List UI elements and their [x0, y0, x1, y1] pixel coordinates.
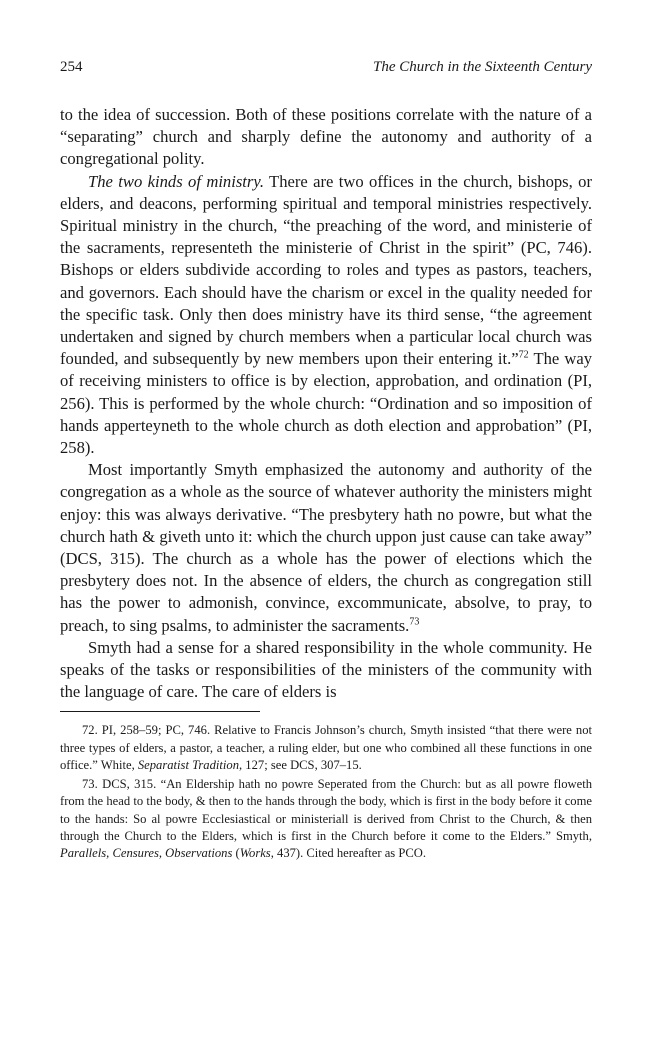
- note-ref-72[interactable]: 72: [518, 349, 529, 361]
- footnote-73: [60, 776, 592, 862]
- footnote-72-italic: Separatist Tradition: [137, 757, 239, 772]
- footnotes: [60, 722, 592, 862]
- footnote-73-text-b: (: [232, 845, 240, 860]
- paragraph-3-text: Most importantly Smyth emphasized the autonomy and authority of the congregation as a whole as the source of whatever authority the ministers might enjoy: this was always derivative. “The presbytery hath no powre, but what the church hath & giveth unto it: which the church uppon just cause can take away” (DCS, 315). The church as a whole has the power of elections which the presbytery does not. In the absence of elders, the church as congregation still has the power to admonish, convince, excommunicate, absolve, to pray, to preach, to sing psalms, to administer the sacraments.: [60, 460, 592, 635]
- paragraph-3: [60, 459, 592, 637]
- running-head: [60, 56, 592, 78]
- footnote-73-italic-b: Works: [239, 845, 271, 860]
- paragraph-2-text-b: The way of receiving ministers to office is by election, approbation, and ordination (PI, 256). This is performed by the whole church: “Ordination and so imposition of hands apperteyneth to the whole church as doth election and approbation” (PI, 258).: [60, 349, 592, 458]
- run-in-heading: The two kinds of ministry.: [88, 171, 264, 191]
- running-title: The Church in the Sixteenth Century: [373, 59, 592, 75]
- footnote-73-text-c: , 437). Cited hereafter as PCO.: [270, 845, 427, 860]
- footnote-72: [60, 722, 592, 774]
- paragraph-4-text: Smyth had a sense for a shared responsibility in the whole community. He speaks of the tasks or responsibilities of the ministers of the community with the language of care. The care of elders is: [60, 637, 592, 702]
- paragraph-1: [60, 104, 592, 171]
- footnote-72-text-a: 72. PI, 258–59; PC, 746. Relative to Francis Johnson’s church, Smyth insisted “that there were not three types of elders, a pastor, a teacher, a ruling elder, but one who combined all these functions in one office.” White,: [60, 723, 592, 772]
- paragraph-1-text: to the idea of succession. Both of these positions correlate with the nature of a “separating” church and sharply define the autonomy and authority of a congregational polity.: [60, 105, 592, 169]
- book-page: [60, 56, 592, 864]
- page-number: 254: [60, 59, 83, 75]
- note-ref-73[interactable]: 73: [409, 616, 420, 628]
- paragraph-2-text-a: There are two offices in the church, bishops, or elders, and deacons, performing spiritual and temporal ministries respectively. Spiritual ministry in the church, “the preaching of the word, and ministerie of the sacraments, representeth the ministerie of Christ in the spirit” (PC, 746). Bishops or elders subdivide according to roles and types as pastors, teachers, and governors. Each should have the charism or excel in the quality needed for the specific task. Only then does ministry have its third sense, “the agreement undertaken and signed by church members when a particular local church was founded, and subsequently by new members upon their entering it.”: [60, 171, 592, 369]
- footnote-rule: [60, 711, 260, 712]
- paragraph-2: [60, 171, 592, 460]
- footnote-72-text-b: , 127; see DCS, 307–15.: [239, 757, 362, 772]
- footnote-73-text-a: 73. DCS, 315. “An Eldership hath no powre Seperated from the Church: but as all powre floweth from the head to the body, & then to the hands through the body, which is first in the body before it come to the hands: So al powre Ecclesiastical or ministeriall is derived from Christ to the Church, & then through the Church to the Elders, which is first in the Church before it come to the Elders.” Smyth,: [60, 777, 592, 843]
- body-text: [60, 104, 592, 703]
- footnote-73-italic-a: Parallels, Censures, Observations: [60, 845, 233, 860]
- paragraph-4: [60, 637, 592, 704]
